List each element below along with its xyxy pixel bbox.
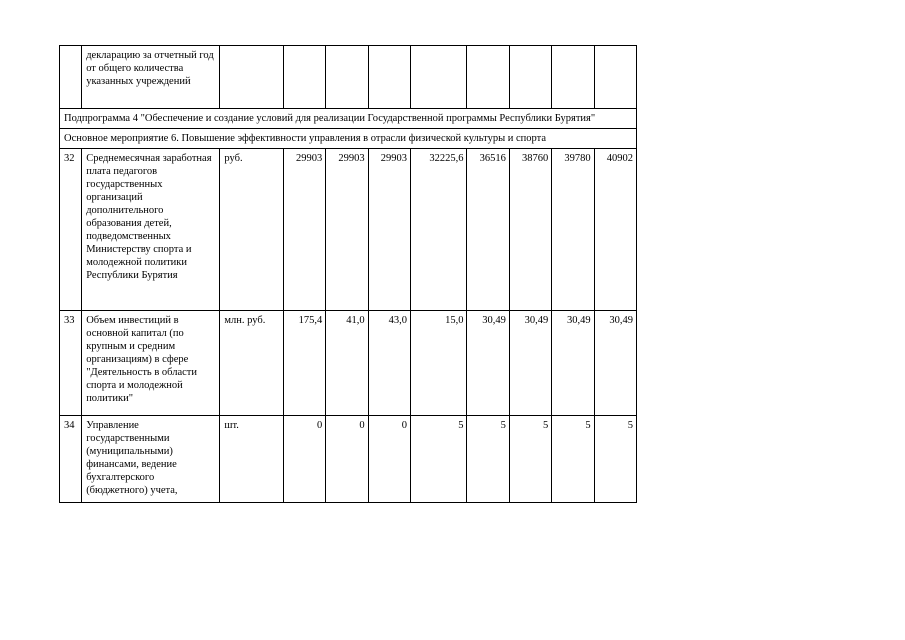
value-cell: 39780	[552, 149, 594, 311]
value-cell: 30,49	[509, 311, 551, 416]
value-cell: 38760	[509, 149, 551, 311]
table-row	[60, 149, 637, 311]
value-cell: 29903	[368, 149, 410, 311]
row-number: 33	[60, 311, 82, 416]
value-cell: 175,4	[283, 311, 325, 416]
value-cell: 32225,6	[411, 149, 467, 311]
section-row	[60, 109, 637, 129]
value-cell: 15,0	[411, 311, 467, 416]
row-number: 32	[60, 149, 82, 311]
value-cell	[509, 46, 551, 109]
value-cell: 5	[552, 416, 594, 503]
value-cell: 36516	[467, 149, 509, 311]
value-cell: 29903	[283, 149, 325, 311]
value-cell: 30,49	[467, 311, 509, 416]
table-row	[60, 311, 637, 416]
value-cell	[552, 46, 594, 109]
value-cell: 5	[509, 416, 551, 503]
indicator-name: Управление государственными (муниципальными) финансами, ведение бухгалтерского (бюджетного) учета,	[82, 416, 220, 503]
value-cell: 0	[283, 416, 325, 503]
value-cell: 5	[594, 416, 636, 503]
unit-cell: руб.	[220, 149, 284, 311]
indicator-name: Среднемесячная заработная плата педагогов государственных организаций дополнительного образования детей, подведомственных Министерству спорта и молодежной политики Республики Бурятия	[82, 149, 220, 311]
row-number	[60, 46, 82, 109]
value-cell: 0	[368, 416, 410, 503]
value-cell: 43,0	[368, 311, 410, 416]
value-cell: 41,0	[326, 311, 368, 416]
section-row	[60, 129, 637, 149]
value-cell	[368, 46, 410, 109]
indicator-name: Объем инвестиций в основной капитал (по крупным и средним организациям) в сфере "Деятельность в области спорта и молодежной политики"	[82, 311, 220, 416]
value-cell: 30,49	[552, 311, 594, 416]
value-cell	[467, 46, 509, 109]
subprogram-heading: Подпрограмма 4 "Обеспечение и создание условий для реализации Государственной программы Республики Бурятия"	[60, 109, 637, 129]
value-cell: 5	[411, 416, 467, 503]
value-cell: 30,49	[594, 311, 636, 416]
value-cell: 5	[467, 416, 509, 503]
value-cell	[411, 46, 467, 109]
unit-cell: млн. руб.	[220, 311, 284, 416]
row-number: 34	[60, 416, 82, 503]
value-cell	[326, 46, 368, 109]
value-cell: 40902	[594, 149, 636, 311]
indicator-name: декларацию за отчетный год от общего количества указанных учреждений	[82, 46, 220, 109]
main-activity-heading: Основное мероприятие 6. Повышение эффективности управления в отрасли физической культуры и спорта	[60, 129, 637, 149]
unit-cell: шт.	[220, 416, 284, 503]
value-cell: 29903	[326, 149, 368, 311]
unit-cell	[220, 46, 284, 109]
value-cell	[283, 46, 325, 109]
indicators-table	[59, 45, 637, 503]
table-row	[60, 416, 637, 503]
value-cell: 0	[326, 416, 368, 503]
table-row	[60, 46, 637, 109]
value-cell	[594, 46, 636, 109]
